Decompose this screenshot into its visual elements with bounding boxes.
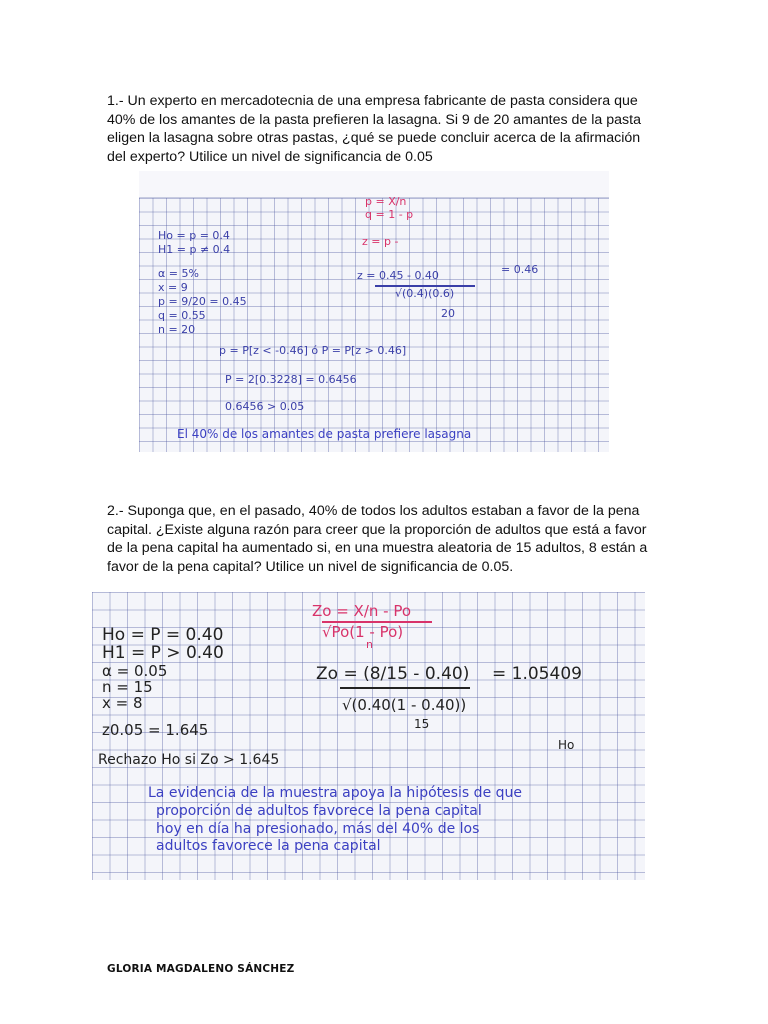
hypothesis-alt: H1 = P > 0.40 xyxy=(102,643,224,663)
z-denominator: √(0.40(1 - 0.40)) xyxy=(342,696,467,714)
p-value-result: P = 2[0.3228] = 0.6456 xyxy=(225,373,357,386)
conclusion-line-2: proporción de adultos favorece la pena capital xyxy=(156,803,482,819)
p-value-expression: p = P[z < -0.46] ó P = P[z > 0.46] xyxy=(219,344,407,357)
notebook-top-strip xyxy=(139,171,609,198)
z-result: = 0.46 xyxy=(501,263,539,276)
n-value: n = 20 xyxy=(158,323,196,336)
problem-1-handwritten-solution-photo xyxy=(139,171,609,452)
z-denominator: √(0.4)(0.6) xyxy=(395,287,455,300)
z-numerator: Zo = (8/15 - 0.40) xyxy=(316,664,470,684)
conclusion-line-4: adultos favorece la pena capital xyxy=(156,838,381,854)
x-value: x = 8 xyxy=(102,694,143,712)
z-critical: z0.05 = 1.645 xyxy=(102,721,209,739)
author-footer: GLORIA MAGDALENO SÁNCHEZ xyxy=(107,963,295,975)
z-result: = 1.05409 xyxy=(492,664,582,684)
problem-2-statement: 2.- Suponga que, en el pasado, 40% de todos los adultos estaban a favor de la pena capital. ¿Existe alguna razón para creer que la proporción de adultos que está a favor de la pena capital ha aumentado si, en una muestra aleatoria de 15 adultos, 8 están a favor de la pena capital? Utilice un nivel de significancia de 0.05. xyxy=(107,503,648,575)
alpha-value: α = 5% xyxy=(158,267,199,280)
z-denominator-n: 20 xyxy=(441,307,455,320)
alpha-value: α = 0.05 xyxy=(102,662,168,680)
problem-2-handwritten-solution-photo xyxy=(92,592,645,880)
z-numerator: z = 0.45 - 0.40 xyxy=(357,269,439,282)
problem-1-statement: 1.- Un experto en mercadotecnia de una empresa fabricante de pasta considera que 40% de los amantes de la pasta prefieren la lasagna. Si 9 de 20 amantes de la pasta eligen la lasagna sobre otras pastas, ¿qué se puede concluir acerca de la afirmación del experto? Utilice un nivel de significancia de 0.05 xyxy=(107,93,641,165)
hypothesis-alt: H1 = p ≠ 0.4 xyxy=(158,243,231,256)
hypothesis-null: Ho = P = 0.40 xyxy=(102,625,224,645)
z-formula-denominator: √Po(1 - Po) xyxy=(322,623,404,641)
rejection-rule: Rechazo Ho si Zo > 1.645 xyxy=(98,752,280,768)
problem-1-conclusion: El 40% de los amantes de pasta prefiere lasagna xyxy=(177,427,472,441)
n-value: n = 15 xyxy=(102,678,153,696)
formula-p: p = X/n xyxy=(365,195,407,208)
formula-z: z = p - xyxy=(362,235,399,248)
p-hat-value: p = 9/20 = 0.45 xyxy=(158,295,247,308)
conclusion-line-3: hoy en día ha presionado, más del 40% de los xyxy=(156,821,480,837)
z-formula-denominator-n: n xyxy=(366,638,373,651)
z-fraction-bar xyxy=(340,687,470,689)
p-value-comparison: 0.6456 > 0.05 xyxy=(225,400,305,413)
z-denominator-n: 15 xyxy=(414,717,430,731)
x-value: x = 9 xyxy=(158,281,188,294)
z-formula-numerator: Zo = X/n - Po xyxy=(312,602,412,620)
conclusion-line-1: La evidencia de la muestra apoya la hipótesis de que xyxy=(148,785,523,801)
hypothesis-null: Ho = p = 0.4 xyxy=(158,229,230,242)
margin-mark: Ho xyxy=(558,738,575,752)
formula-q: q = 1 - p xyxy=(365,208,414,221)
q-value: q = 0.55 xyxy=(158,309,206,322)
